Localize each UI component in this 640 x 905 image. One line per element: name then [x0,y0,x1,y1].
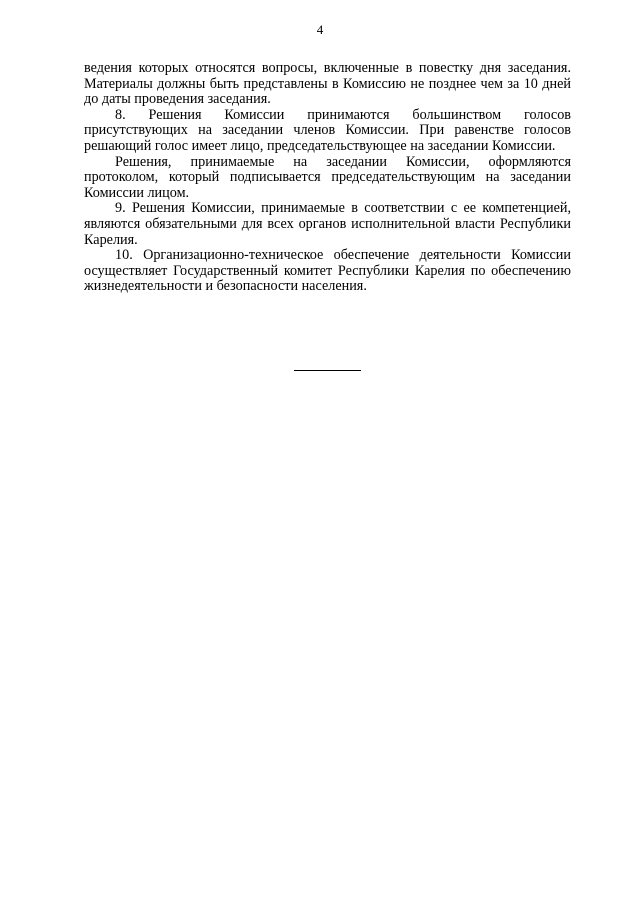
paragraph-decisions-protocol: Решения, принимаемые на заседании Комиссии, оформляются протоколом, который подписывается председательствующим на заседании Комиссии лицом. [84,153,571,201]
paragraph-item-8: 8. Решения Комиссии принимаются большинством голосов присутствующих на заседании членов Комиссии. При равенстве голосов решающий голос имеет лицо, председательствующее на заседании Комиссии. [84,106,571,154]
paragraph-item-10: 10. Организационно-техническое обеспечение деятельности Комиссии осуществляет Государственный комитет Республики Карелия по обеспечению жизнедеятельности и безопасности населения. [84,247,571,295]
closing-divider [294,370,361,371]
paragraph-continuation: ведения которых относятся вопросы, включенные в повестку дня заседания. Материалы должны быть представлены в Комиссию не позднее чем за 10 дней до даты проведения заседания. [84,60,571,108]
paragraph-item-9: 9. Решения Комиссии, принимаемые в соответствии с ее компетенцией, являются обязательными для всех органов исполнительной власти Республики Карелия. [84,200,571,248]
document-body [84,61,571,295]
page-number: 4 [316,22,324,37]
